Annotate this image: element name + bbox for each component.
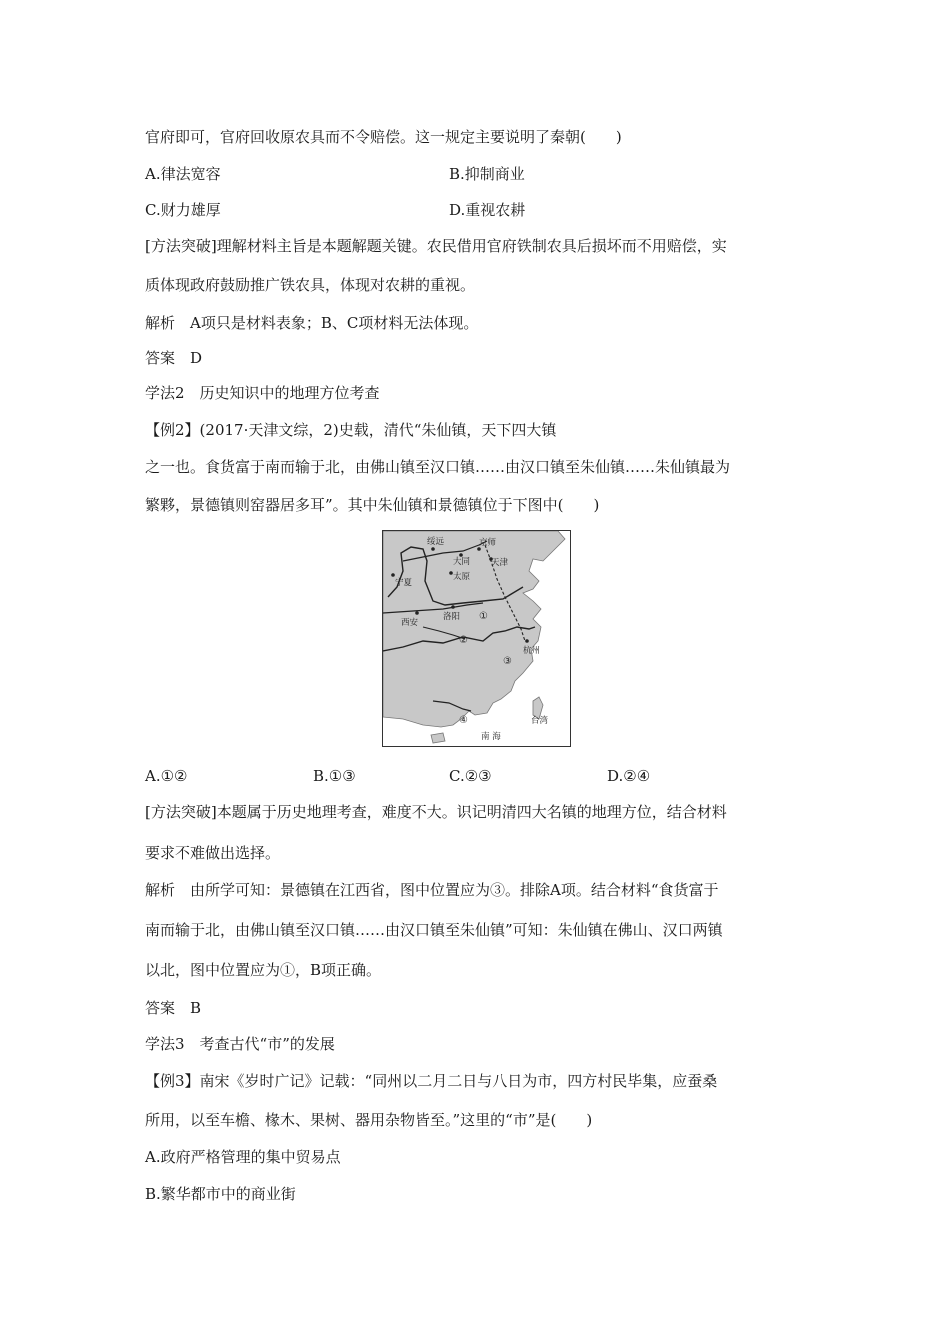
option-b: B.抑制商业	[449, 165, 525, 183]
option-c: C.财力雄厚	[145, 201, 221, 219]
method-text: 质体现政府鼓励推广铁农具，体现对农耕的重视。	[145, 276, 476, 294]
analysis-text: 南而输于北，由佛山镇至汉口镇……由汉口镇至朱仙镇”可知：朱仙镇在佛山、汉口两镇	[145, 921, 723, 939]
option-d: D.②④	[607, 767, 651, 785]
map-label: 京师	[479, 538, 497, 548]
section-heading: 学法2 历史知识中的地理方位考查	[145, 384, 380, 402]
option-b: B.繁华都市中的商业街	[145, 1185, 296, 1203]
section-heading: 学法3 考查古代“市”的发展	[145, 1035, 335, 1053]
analysis-text: 解析 A项只是材料表象；B、C项材料无法体现。	[145, 314, 479, 332]
example-heading: 【例2】(2017·天津文综，2)史载，清代“朱仙镇，天下四大镇	[145, 421, 557, 439]
method-text: [方法突破]本题属于历史地理考查，难度不大。识记明清四大名镇的地理方位，结合材料	[145, 803, 727, 821]
map-label: 南 海	[481, 732, 501, 742]
map-label: 杭州	[523, 646, 541, 656]
option-d: D.重视农耕	[449, 201, 526, 219]
option-c: C.②③	[449, 767, 492, 785]
map-label: 天津	[491, 558, 509, 568]
map-label: 太原	[453, 572, 471, 582]
map-marker-1: ①	[479, 611, 488, 622]
answer-text: 答案 D	[145, 349, 203, 367]
text-line: 繁夥，景德镇则窑器居多耳”。其中朱仙镇和景德镇位于下图中( )	[145, 496, 600, 514]
china-map-figure	[382, 530, 571, 747]
map-label: 绥远	[427, 537, 445, 547]
map-marker-3: ③	[503, 656, 512, 667]
text-line: 所用，以至车檐、椽木、果树、器用杂物皆至。”这里的“市”是( )	[145, 1111, 593, 1129]
hainan-island	[431, 733, 445, 743]
option-a: A.①②	[145, 767, 188, 785]
method-text: [方法突破]理解材料主旨是本题解题关键。农民借用官府铁制农具后损坏而不用赔偿，实	[145, 237, 727, 255]
map-label: 宁夏	[395, 578, 413, 588]
option-a: A.政府严格管理的集中贸易点	[145, 1148, 341, 1166]
map-label: 大同	[453, 557, 471, 567]
answer-text: 答案 B	[145, 999, 202, 1017]
option-a: A.律法宽容	[145, 165, 221, 183]
method-text: 要求不难做出选择。	[145, 844, 281, 862]
analysis-text: 解析 由所学可知：景德镇在江西省，图中位置应为③。排除A项。结合材料“食货富于	[145, 881, 719, 899]
map-marker-2: ②	[459, 635, 468, 646]
map-label: 西安	[401, 618, 419, 628]
map-label: 台湾	[531, 716, 549, 726]
text-line: 之一也。食货富于南而输于北，由佛山镇至汉口镇……由汉口镇至朱仙镇……朱仙镇最为	[145, 458, 731, 476]
example-heading: 【例3】南宋《岁时广记》记载：“同州以二月二日与八日为市，四方村民毕集，应蚕桑	[145, 1072, 718, 1090]
map-marker-4: ④	[459, 715, 468, 726]
option-b: B.①③	[313, 767, 356, 785]
analysis-text: 以北，图中位置应为①，B项正确。	[145, 961, 382, 979]
map-label: 洛阳	[443, 612, 461, 622]
text-line: 官府即可，官府回收原农具而不令赔偿。这一规定主要说明了秦朝( )	[145, 128, 622, 146]
